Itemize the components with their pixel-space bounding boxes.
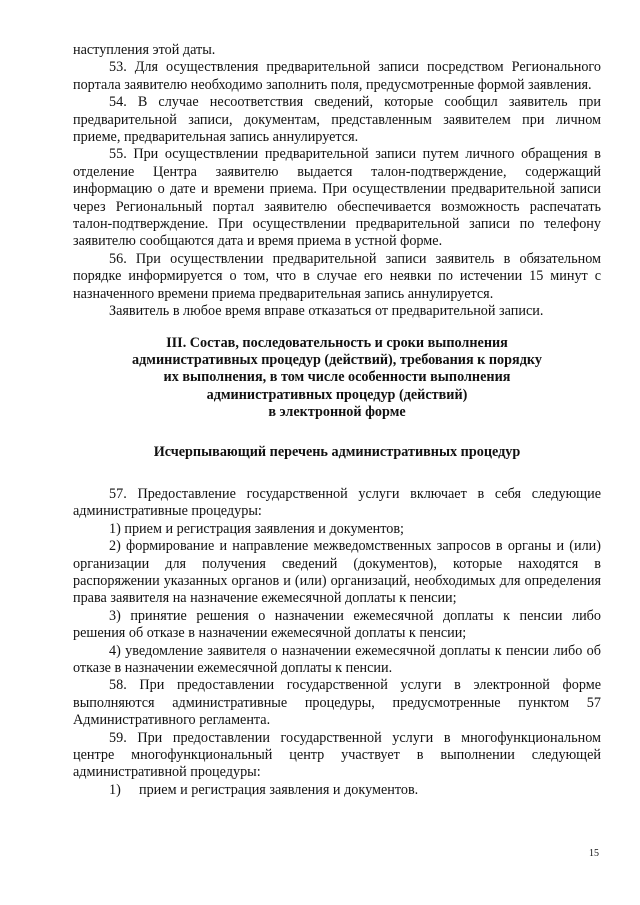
list-item-number: 1) [109,781,121,798]
section-title-line: III. Состав, последовательность и сроки выполнения [166,334,508,351]
paragraph-continuation: наступления этой даты. [73,42,216,58]
section-title-line: в электронной форме [268,404,406,421]
paragraph-55: 55. При осуществлении предварительной записи путем личного обращения в отделение Центра заявителю выдается талон-подтверждение, содержащий информацию о дате и времени приема. При осуществлении предварительной записи через Региональный портал заявителю обеспечивается возможность распечатать талон-подтверждение. При осуществлении предварительной записи по телефону заявителю сообщаются дата и время приема в устной форме. [73,146,601,250]
list-item-57-1: 1) прием и регистрация заявления и документов; [109,520,404,537]
section-title-line: их выполнения, в том числе особенности выполнения [163,369,511,386]
paragraph-56: 56. При осуществлении предварительной записи заявитель в обязательном порядке информируется о том, что в случае его неявки по истечении 15 минут с назначенного времени приема предварительная запись аннулируется. [73,250,601,302]
list-item-59-1 [73,782,601,799]
list-item-57-3: 3) принятие решения о назначении ежемесячной доплаты к пенсии либо решения об отказе в назначении ежемесячной доплаты к пенсии; [73,607,601,642]
section-title-line: административных процедур (действий), требования к порядку [132,351,542,368]
list-item-57-4: 4) уведомление заявителя о назначении ежемесячной доплаты к пенсии либо об отказе в назначении ежемесячной доплаты к пенсии. [73,642,601,676]
paragraph-57: 57. Предоставление государственной услуги включает в себя следующие административные процедуры: [73,485,601,520]
paragraph-56-refusal: Заявитель в любое время вправе отказаться от предварительной записи. [109,303,544,320]
paragraph-54: 54. В случае несоответствия сведений, которые сообщил заявитель при предварительной записи, документам, представленным заявителем при личном приеме, предварительная запись аннулируется. [73,94,601,146]
section-title-line: административных процедур (действий) [206,386,468,403]
section-title [73,335,601,422]
page-number: 15 [589,848,599,859]
paragraph-53: 53. Для осуществления предварительной записи посредством Регионального портала заявителю необходимо заполнить поля, предусмотренные формой заявления. [73,59,601,93]
document-page [73,42,601,799]
paragraph-58: 58. При предоставлении государственной услуги в электронной форме выполняются административные процедуры, предусмотренные пунктом 57 Административного регламента. [73,677,601,729]
paragraph-59: 59. При предоставлении государственной услуги в многофункциональном центре многофункциональный центр участвует в выполнении следующей административной процедуры: [73,729,601,781]
list-item-57-2: 2) формирование и направление межведомственных запросов в органы и (или) организации для получения сведений (документов), которые находятся в распоряжении указанных органов и (или) организаций, необходимых для определения права заявителя на назначение ежемесячной доплаты к пенсии; [73,538,601,607]
list-item-text: прием и регистрация заявления и документов. [139,781,419,798]
subsection-title: Исчерпывающий перечень административных процедур [153,443,521,460]
